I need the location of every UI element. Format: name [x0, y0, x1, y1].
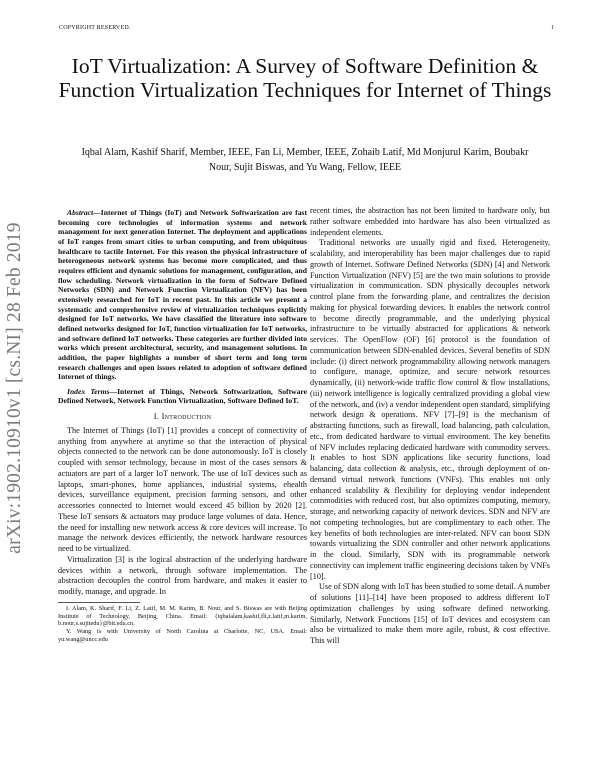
index-terms — [58, 387, 307, 406]
footnote: I. Alam, K. Sharif, F. Li, Z. Latif, M. M. Karim, B. Nour, and S. Biswas are with Beijing Institute of Technology, Beijing, China. Email: {iqbalalam,kashif,fli,z.latif,m.karim, b.nour,s.sujitedu}@bit.edu.cn. — [58, 604, 307, 628]
abstract — [58, 208, 307, 382]
arxiv-stamp: arXiv:1902.10910v1 [cs.NI] 28 Feb 2019 — [4, 222, 25, 554]
running-header: COPYRIGHT RESERVED. — [59, 25, 131, 31]
page-number: 1 — [551, 25, 554, 31]
left-column — [58, 208, 307, 643]
body-paragraph: recent times, the abstraction has not been limited to hardware only, but rather software embedded into hardware has also been virtualized as independent elements. — [310, 206, 550, 237]
footnote: Y. Wang is with University of North Carolina at Charlotte, NC, USA. Email: yu.wang@uncc.edu — [58, 627, 307, 643]
intro-paragraph: The Internet of Things (IoT) [1] provides a concept of connectivity of anything from anywhere at anytime so that the interaction of physical objects connected to the network can be done autonomously. IoT is closely coupled with sensor technology, because in most of the cases sensors & actuators are part of a larger IoT network. The use of IoT devices such as laptops, smart-phones, home appliances, industrial systems, ehealth devices, surveillance equipment, precision farming sensors, and other accessories connected to Internet would exceed 45 billion by 2020 [2]. These IoT sensors & actuators may produce large volumes of data. Hence, the need for installing new network access & core devices will increase. To manage the network devices efficiently, the network hardware resources need to be virtualized. — [58, 425, 307, 554]
right-column — [302, 206, 550, 647]
abstract-text: —Internet of Things (IoT) and Network Softwarization are fast becoming core technologies of information systems and network management for next generation Internet. The deployment and applications of IoT ranges from smart cities to urban computing, and from ubiquitous healthcare to tactile Internet. For this reason the physical infrastructure of heterogeneous network systems has become more complicated, and thus requires efficient and dynamic solutions for management, configuration, and flow scheduling. Network virtualization in the form of Software Defined Networks (SDN) and Network Function Virtualization (NFV) has been extensively researched for IoT in recent past. In this article we present a systematic and comprehensive review of virtualization techniques explicitly designed for IoT networks. We have classified the literature into software defined networks designed for IoT, function virtualization for IoT networks, and software defined IoT networks. These categories are further divided into works which present architectural, security, and management solutions. In addition, the paper highlights a number of short term and long term research challenges and open issues related to adoption of software defined Internet of things. — [58, 208, 307, 382]
author-list: Iqbal Alam, Kashif Sharif, Member, IEEE, Fan Li, Member, IEEE, Zohaib Latif, Md Monjurul Karim, Boubakr Nour, Sujit Biswas, and Yu Wang, Fellow, IEEE — [81, 147, 529, 173]
body-paragraph: Traditional networks are usually rigid and fixed. Heterogeneity, scalability, and interoperability has been major challenges due to rapid growth of Internet. Software Defined Networks (SDN) [4] and Network Function Virtualization (NFV) [5] are the two main solutions to provide virtualization in communication. SDN physically decouples network control plane from the forwarding plane, and centralizes the decision making for physical forwarding devices. It enables the network control to become directly programmable, and the underlying physical infrastructure to be virtually abstracted for applications & network services. The OpenFlow (OF) [6] protocol is the foundation of communication between SDN-enabled devices. Several benefits of SDN include: (i) direct network programmability allowing network managers to configure, manage, optimize, and secure network resources dynamically, (ii) network-wide traffic flow control & flow installations, (iii) network intelligence is logically centralized providing a global view of the network, and (iv) a vendor independent open standard, simplifying network design & operations. NFV [7]–[9] is the mechanism of abstracting functions, such as firewall, load balancing, path calculation, etc., from dedicated hardware to virtual environment. The key benefits of NFV includes replacing dedicated hardware with commodity servers. It enables to host SDN applications like security functions, load balancing, data collection & analysis, etc., through deployment of on-demand virtual network functions (VNFs). This enables not only enhanced scalability & flexibility for deploying vendor independent commodities with reduced cost, but also optimizes computing, memory, storage, and networking capacity of network devices. SDN and NFV are not competing technologies, but are complimentary to each other. The key benefits of both technologies are inter-related. NFV can boost SDN towards virtualizing the SDN controller and other network applications in the cloud. Similarly, SDN with its programmable network connectivity can implement traffic engineering decisions taken by VNFs [10]. — [310, 238, 550, 581]
section-heading: I. Introduction — [153, 412, 212, 422]
footnote-divider — [58, 602, 140, 603]
intro-paragraph: Virtualization [3] is the logical abstraction of the underlying hardware devices within a network, through software implementation. The abstraction decouples the control from hardware, and makes it easier to modify, manage, and upgrade. In — [58, 554, 307, 597]
index-terms-text: —Internet of Things, Network Softwarization, Software Defined Network, Network Function Virtualization, Software Defined IoT. — [58, 386, 308, 406]
index-terms-label: Index Terms — [67, 386, 110, 396]
paper-title: IoT Virtualization: A Survey of Software Definition & Function Virtualization Techniques for Internet of Things — [58, 54, 552, 102]
abstract-label: Abstract — [67, 208, 94, 217]
body-paragraph: Use of SDN along with IoT has been studied to some detail. A number of solutions [11]–[14] have been proposed to address different IoT optimization challenges by using software defined networking. Similarly, Network Functions [15] of IoT devices and ecosystem can also be virtualized to make them more agile, robust, & cost effective. This will — [310, 582, 550, 645]
